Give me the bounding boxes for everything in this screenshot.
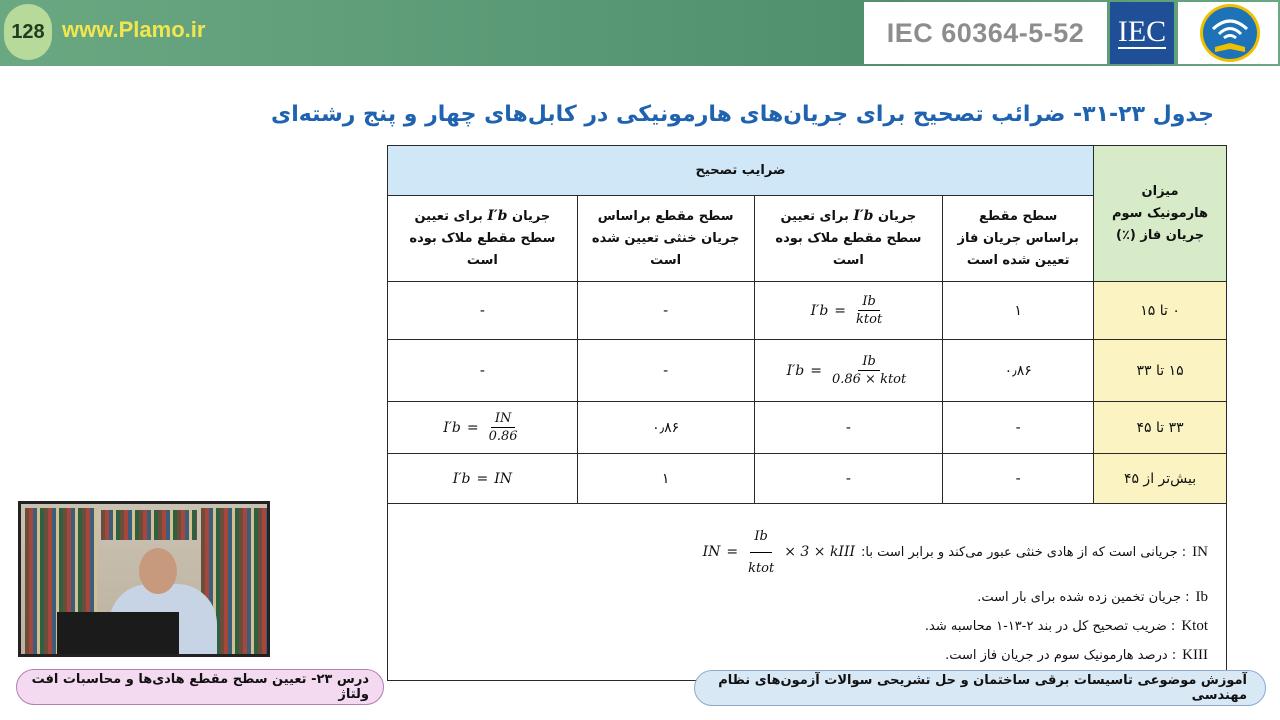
ib-prime-symbol: I′b — [853, 208, 874, 224]
harmonic-range: ۳۳ تا ۴۵ — [1094, 402, 1227, 454]
formula-cell: - — [388, 282, 578, 340]
note-in: IN : جریانی است که از هادی خنثی عبور می‌کند و برابر است با: IN = $\frac{Ib}{\text{ktot}}$ × 3 × kIII — [406, 522, 1208, 583]
factor-cell: - — [943, 454, 1094, 504]
harmonic-range: ۱۵ تا ۳۳ — [1094, 340, 1227, 402]
factor-cell: ۱ — [577, 454, 754, 504]
standard-label: IEC 60364-5-52 — [886, 17, 1085, 48]
factor-cell: ۱ — [943, 282, 1094, 340]
factor-cell: - — [577, 282, 754, 340]
plamo-logo — [1178, 2, 1278, 64]
factor-cell: ۰٫۸۶ — [577, 402, 754, 454]
formula-cell: - — [754, 402, 943, 454]
table-notes — [388, 504, 1227, 681]
correction-factors-table — [387, 145, 1227, 681]
iec-logo — [1110, 2, 1174, 64]
formula-cell: - — [388, 340, 578, 402]
formula: I′b = $\frac{Ib}{\text{ktot}}$ — [811, 294, 887, 327]
wifi-book-icon — [1200, 4, 1260, 62]
ib-prime-symbol: I′b — [487, 208, 508, 224]
factor-cell: - — [577, 340, 754, 402]
formula-cell — [388, 454, 578, 504]
note-ktot: Ktot : ضریب تصحیح کل در بند ۲-۱۳-۱ محاسبه شد. — [924, 618, 1208, 634]
bookshelf — [101, 510, 197, 540]
fraction: $\frac{Ib}{\text{0.86 × ktot}}$ — [831, 354, 907, 387]
formula-cell — [754, 282, 943, 340]
col-header-neutral-current: سطح مقطع براساس جریان خنثی تعیین شده است — [577, 196, 754, 282]
presenter-head — [139, 548, 177, 594]
top-bar — [0, 0, 1280, 66]
note-kiii: KIII : درصد هارمونیک سوم در جریان فاز است. — [945, 647, 1208, 663]
factor-cell: ۰٫۸۶ — [943, 340, 1094, 402]
neutral-current-formula: IN = $\frac{Ib}{\text{ktot}}$ × 3 × kIII — [703, 522, 855, 583]
factor-header: ضرایب تصحیح — [388, 146, 1094, 196]
table-row — [388, 340, 1227, 402]
formula: I′b = IN — [452, 470, 512, 487]
course-title: آموزش موضوعی تاسیسات برقی ساختمان و حل تشریحی سوالات آزمون‌های نظام مهندسی — [694, 670, 1266, 706]
col-header-phase-current: سطح مقطع براساس جریان فاز تعیین شده است — [943, 196, 1094, 282]
table-row — [388, 454, 1227, 504]
fraction: $\frac{IN}{0.86}$ — [488, 411, 518, 444]
harmonic-header: میزان هارمونیک سوم جریان فاز (٪) — [1094, 146, 1227, 282]
fraction: $\frac{Ib}{\text{ktot}}$ — [856, 294, 883, 327]
formula-cell: - — [754, 454, 943, 504]
laptop — [57, 612, 179, 656]
formula-cell — [754, 340, 943, 402]
table-title: جدول ۲۳-۳۱- ضرائب تصحیح برای جریان‌های هارمونیکی در کابل‌های چهار و پنج رشته‌ای — [271, 102, 1214, 127]
harmonic-range: ۰ تا ۱۵ — [1094, 282, 1227, 340]
formula: I′b = $\frac{IN}{0.86}$ — [443, 411, 521, 444]
note-ib: Ib : جریان تخمین زده شده برای بار است. — [977, 589, 1208, 605]
presenter-video[interactable] — [18, 501, 270, 657]
col-header-ib-phase: جریان I′b برای تعیین سطح مقطع ملاک بوده است — [754, 196, 943, 282]
lesson-title: درس ۲۳- تعیین سطح مقطع هادی‌ها و محاسبات افت ولتاژ — [16, 669, 384, 705]
iec-logo-text: IEC — [1117, 15, 1167, 48]
harmonic-range: بیش‌تر از ۴۵ — [1094, 454, 1227, 504]
col-header-ib-neutral: جریان I′b برای تعیین سطح مقطع ملاک بوده است — [388, 196, 578, 282]
standard-label-box — [864, 2, 1107, 64]
factor-cell: - — [943, 402, 1094, 454]
table-row — [388, 282, 1227, 340]
formula: I′b = $\frac{Ib}{\text{0.86 × ktot}}$ — [787, 354, 911, 387]
site-url[interactable]: www.Plamo.ir — [62, 17, 206, 42]
formula-cell — [388, 402, 578, 454]
page-number: 128 — [4, 4, 52, 60]
table-row — [388, 402, 1227, 454]
